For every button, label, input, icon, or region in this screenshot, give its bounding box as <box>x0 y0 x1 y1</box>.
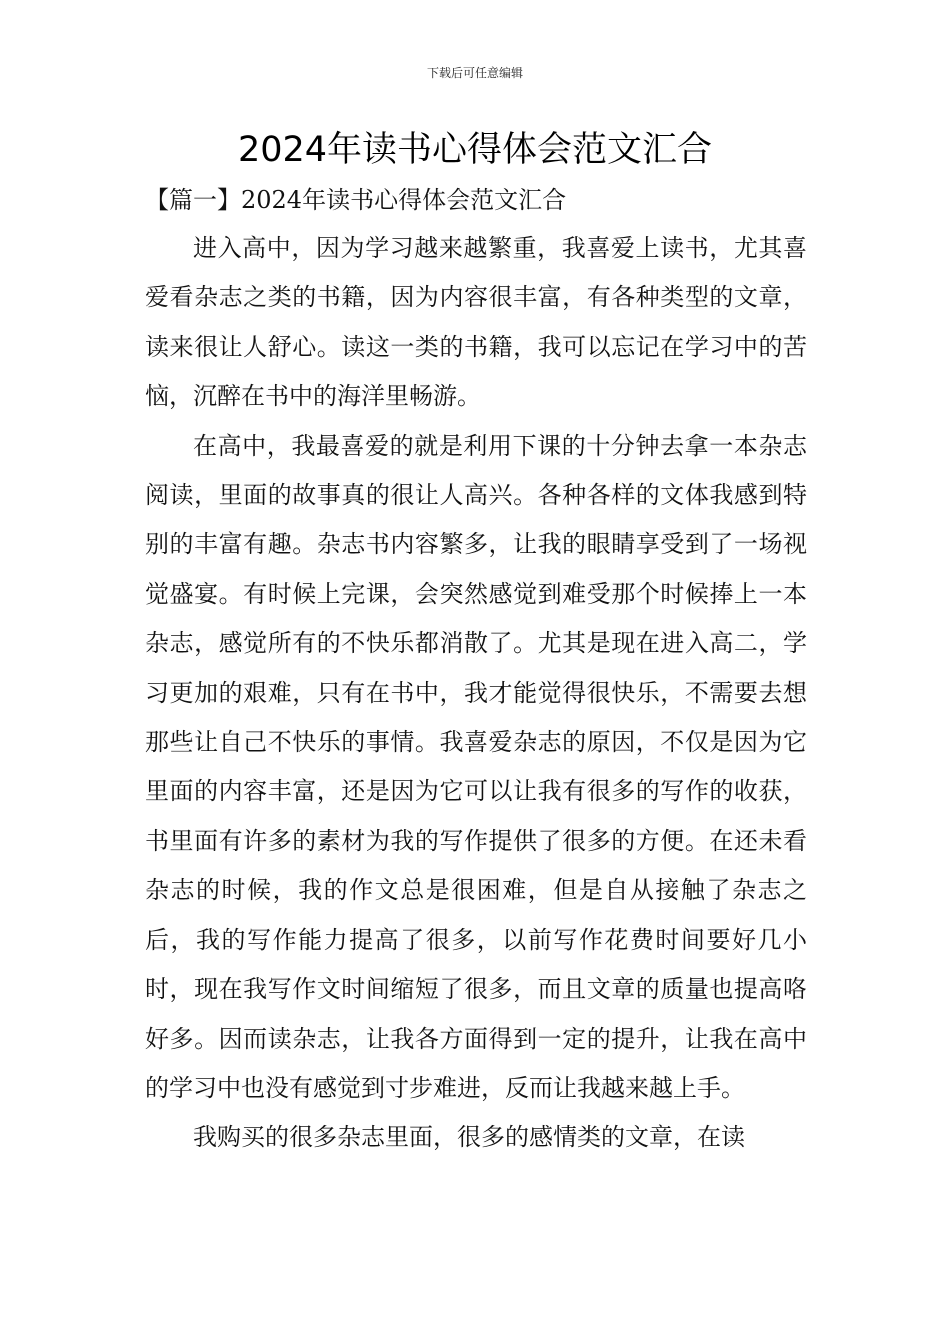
document-title: 2024年读书心得体会范文汇合 <box>237 130 713 170</box>
paragraph-2: 在高中，我最喜爱的就是利用下课的十分钟去拿一本杂志阅读，里面的故事真的很让人高兴。各种各样的文体我感到特别的丰富有趣。杂志书内容繁多，让我的眼睛享受到了一场视觉盛宴。有时候上完课，会突然感觉到难受那个时候捧上一本杂志，感觉所有的不快乐都消散了。尤其是现在进入高二，学习更加的艰难，只有在书中，我才能觉得很快乐，不需要去想那些让自己不快乐的事情。我喜爱杂志的原因，不仅是因为它里面的内容丰富，还是因为它可以让我有很多的写作的收获，书里面有许多的素材为我的写作提供了很多的方便。在还未看杂志的时候，我的作文总是很困难，但是自从接触了杂志之后，我的写作能力提高了很多，以前写作花费时间要好几小时，现在我写作文时间缩短了很多，而且文章的质量也提高咯好多。因而读杂志，让我各方面得到一定的提升，让我在高中的学习中也没有感觉到寸步难进，反而让我越来越上手。 <box>145 431 807 1102</box>
paragraph-3: 我购买的很多杂志里面，很多的感情类的文章，在读 <box>193 1123 745 1152</box>
document-body <box>145 224 807 1163</box>
paragraph-1: 进入高中，因为学习越来越繁重，我喜爱上读书，尤其喜爱看杂志之类的书籍，因为内容很丰富，有各种类型的文章，读来很让人舒心。读这一类的书籍，我可以忘记在学习中的苦恼，沉醉在书中的海洋里畅游。 <box>145 234 807 411</box>
page-header-note: 下载后可任意编辑 <box>426 66 523 80</box>
section-heading: 【篇一】2024年读书心得体会范文汇合 <box>145 186 567 214</box>
